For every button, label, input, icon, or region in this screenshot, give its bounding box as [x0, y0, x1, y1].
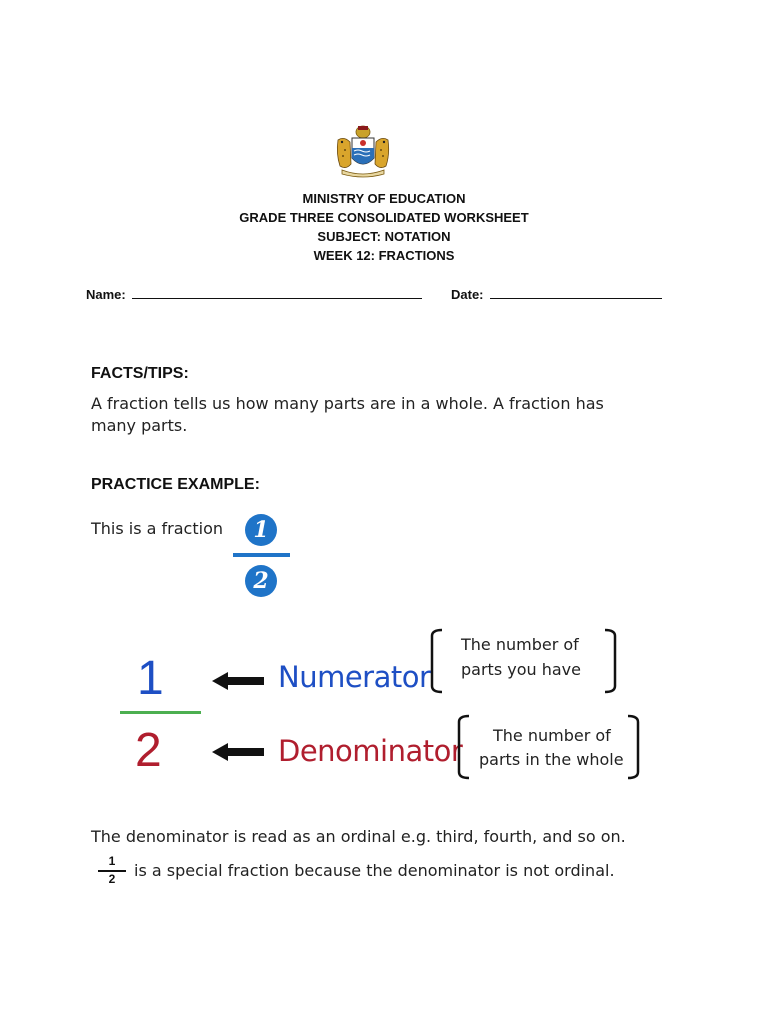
date-field[interactable]: [490, 286, 662, 299]
numerator-note-line-2: parts you have: [461, 660, 581, 679]
facts-line-2: many parts.: [91, 416, 188, 435]
example-fraction-bar: [233, 553, 290, 557]
ordinal-note: The denominator is read as an ordinal e.g. third, fourth, and so on.: [91, 827, 626, 846]
name-label: Name:: [86, 287, 126, 302]
denominator-label: Denominator: [278, 734, 463, 768]
diagram-numerator-digit: 1: [137, 652, 164, 705]
diagram-denominator-digit: 2: [135, 724, 162, 777]
subject-title: SUBJECT: NOTATION: [317, 229, 451, 244]
date-label: Date:: [451, 287, 484, 302]
practice-heading: PRACTICE EXAMPLE:: [91, 476, 260, 493]
date-field-row: [451, 286, 662, 302]
denominator-note-line-2: parts in the whole: [479, 750, 624, 769]
numerator-note-line-1: The number of: [461, 635, 579, 654]
name-field-row: [86, 286, 422, 302]
worksheet-title: GRADE THREE CONSOLIDATED WORKSHEET: [239, 210, 529, 225]
denominator-arrow-icon: [210, 741, 266, 767]
numerator-label: Numerator: [278, 660, 431, 694]
facts-heading: FACTS/TIPS:: [91, 365, 189, 382]
special-fraction-note: is a special fraction because the denominator is not ordinal.: [134, 861, 615, 880]
half-denominator: 2: [108, 872, 116, 886]
week-title: WEEK 12: FRACTIONS: [313, 248, 455, 263]
name-field[interactable]: [132, 286, 422, 299]
facts-line-1: A fraction tells us how many parts are in a whole. A fraction has: [91, 394, 604, 413]
half-numerator: 1: [108, 854, 116, 868]
example-denominator: 2: [245, 565, 277, 597]
denominator-note-line-1: The number of: [493, 726, 611, 745]
ministry-title: MINISTRY OF EDUCATION: [302, 191, 466, 206]
example-numerator: 1: [245, 514, 277, 546]
practice-intro: This is a fraction: [91, 519, 223, 538]
diagram-fraction-bar: [120, 711, 201, 714]
coat-of-arms-logo: [334, 124, 392, 178]
numerator-arrow-icon: [210, 670, 266, 696]
